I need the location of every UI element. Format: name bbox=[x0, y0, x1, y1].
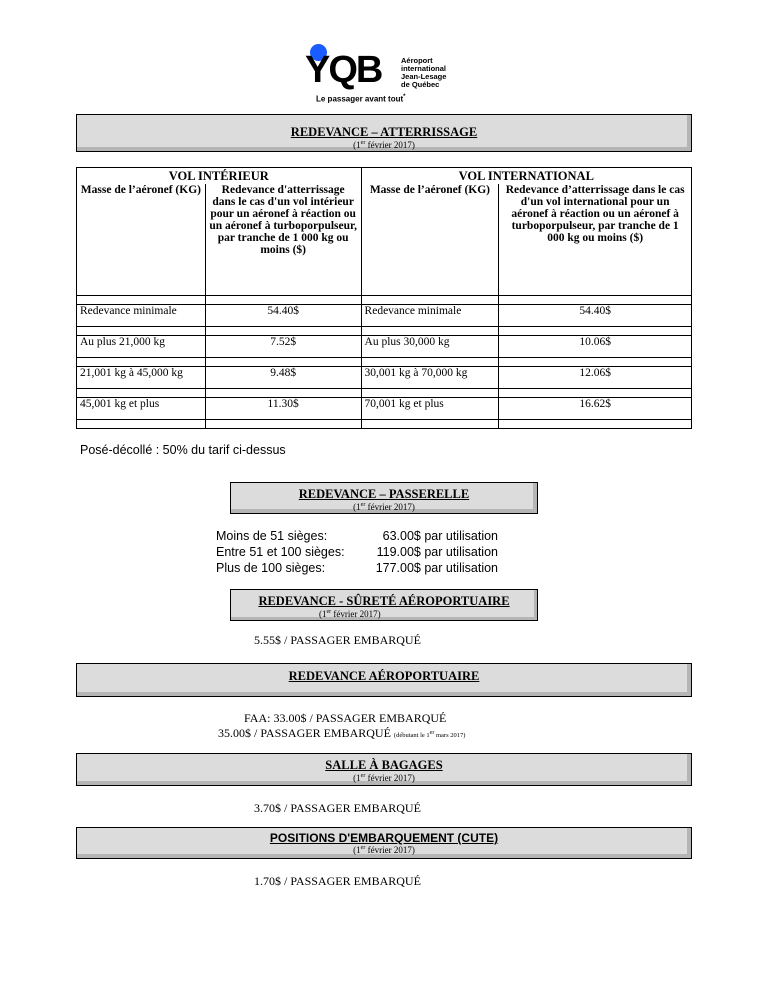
security-header bbox=[230, 589, 538, 621]
bridge-fee-list bbox=[216, 528, 498, 576]
landing-date: (1er février 2017) bbox=[353, 140, 415, 150]
international-fee-cell: 10.06$ bbox=[499, 335, 692, 357]
security-date: (1er février 2017) bbox=[319, 609, 381, 619]
domestic-mass-header: Masse de l’aéronef (KG) bbox=[77, 184, 206, 295]
landing-title: REDEVANCE – ATTERRISSAGE bbox=[290, 125, 478, 139]
international-fee-cell: 12.06$ bbox=[499, 366, 692, 388]
domestic-fee-cell: 7.52$ bbox=[205, 335, 361, 357]
security-title: REDEVANCE - SÛRETÉ AÉROPORTUAIRE bbox=[258, 594, 510, 608]
international-fee-header: Redevance d’atterrissage dans le cas d'un vol international pour un aéronef à réaction ou un aéronef à turboporpulseur, par tranche de 1 000 kg ou moins ($) bbox=[499, 184, 692, 295]
domestic-mass-cell: 21,001 kg à 45,000 kg bbox=[77, 366, 206, 388]
touch-and-go-note: Posé-décollé : 50% du tarif ci-dessus bbox=[80, 443, 286, 457]
security-fee: 5.55$ / PASSAGER EMBARQUÉ bbox=[254, 633, 421, 647]
list-item: Entre 51 et 100 sièges: 119.00$ par utilisation bbox=[216, 545, 498, 559]
table-row bbox=[77, 397, 692, 419]
international-mass-cell: 30,001 kg à 70,000 kg bbox=[361, 366, 499, 388]
list-item: Plus de 100 sièges: 177.00$ par utilisation bbox=[216, 561, 498, 575]
domestic-fee-cell: 9.48$ bbox=[205, 366, 361, 388]
airport-fee-header bbox=[76, 663, 692, 697]
list-item: Moins de 51 sièges: 63.00$ par utilisation bbox=[216, 529, 498, 543]
gates-date: (1er février 2017) bbox=[353, 845, 415, 855]
logo-tagline: Le passager avant tout* bbox=[316, 94, 406, 104]
table-row bbox=[77, 366, 692, 388]
international-mass-cell: Redevance minimale bbox=[361, 304, 499, 326]
landing-fee-table bbox=[76, 167, 692, 429]
international-heading: VOL INTERNATIONAL bbox=[361, 168, 691, 185]
baggage-fee: 3.70$ / PASSAGER EMBARQUÉ bbox=[254, 801, 421, 815]
domestic-fee-cell: 54.40$ bbox=[205, 304, 361, 326]
bridge-date: (1er février 2017) bbox=[353, 502, 415, 512]
international-fee-cell: 16.62$ bbox=[499, 397, 692, 419]
domestic-fee-header: Redevance d'atterrissage dans le cas d'un vol intérieur pour un aéronef à réaction ou un aéronef à turboporpulseur, par tranche de 1 000 kg ou moins ($) bbox=[205, 184, 361, 295]
airport-fee-faa: FAA: 33.00$ / PASSAGER EMBARQUÉ bbox=[244, 711, 447, 725]
table-row bbox=[77, 335, 692, 357]
gates-header bbox=[76, 827, 692, 859]
table-row bbox=[77, 304, 692, 326]
logo-brand: YQB bbox=[305, 49, 382, 91]
baggage-date: (1er février 2017) bbox=[353, 773, 415, 783]
table-column-row bbox=[77, 184, 692, 295]
logo-name: Aéroport international Jean-Lesage de Québec bbox=[401, 56, 447, 89]
landing-header bbox=[76, 114, 692, 152]
table-heading-row bbox=[77, 168, 692, 185]
domestic-mass-cell: Redevance minimale bbox=[77, 304, 206, 326]
domestic-fee-cell: 11.30$ bbox=[205, 397, 361, 419]
gates-fee: 1.70$ / PASSAGER EMBARQUÉ bbox=[254, 874, 421, 888]
international-mass-cell: Au plus 30,000 kg bbox=[361, 335, 499, 357]
domestic-heading: VOL INTÉRIEUR bbox=[77, 168, 362, 185]
bridge-header bbox=[230, 482, 538, 514]
logo bbox=[305, 44, 465, 106]
airport-fee-title: REDEVANCE AÉROPORTUAIRE bbox=[288, 669, 480, 683]
domestic-mass-cell: Au plus 21,000 kg bbox=[77, 335, 206, 357]
gates-title: POSITIONS D'EMBARQUEMENT (CUTE) bbox=[269, 831, 499, 845]
bridge-title: REDEVANCE – PASSERELLE bbox=[298, 487, 470, 501]
international-mass-header: Masse de l’aéronef (KG) bbox=[361, 184, 499, 295]
international-mass-cell: 70,001 kg et plus bbox=[361, 397, 499, 419]
domestic-mass-cell: 45,001 kg et plus bbox=[77, 397, 206, 419]
airport-fee-new: 35.00$ / PASSAGER EMBARQUÉ (débutant le 1er mars 2017) bbox=[218, 726, 466, 740]
baggage-title: SALLE À BAGAGES bbox=[325, 758, 443, 772]
baggage-header bbox=[76, 753, 692, 786]
international-fee-cell: 54.40$ bbox=[499, 304, 692, 326]
